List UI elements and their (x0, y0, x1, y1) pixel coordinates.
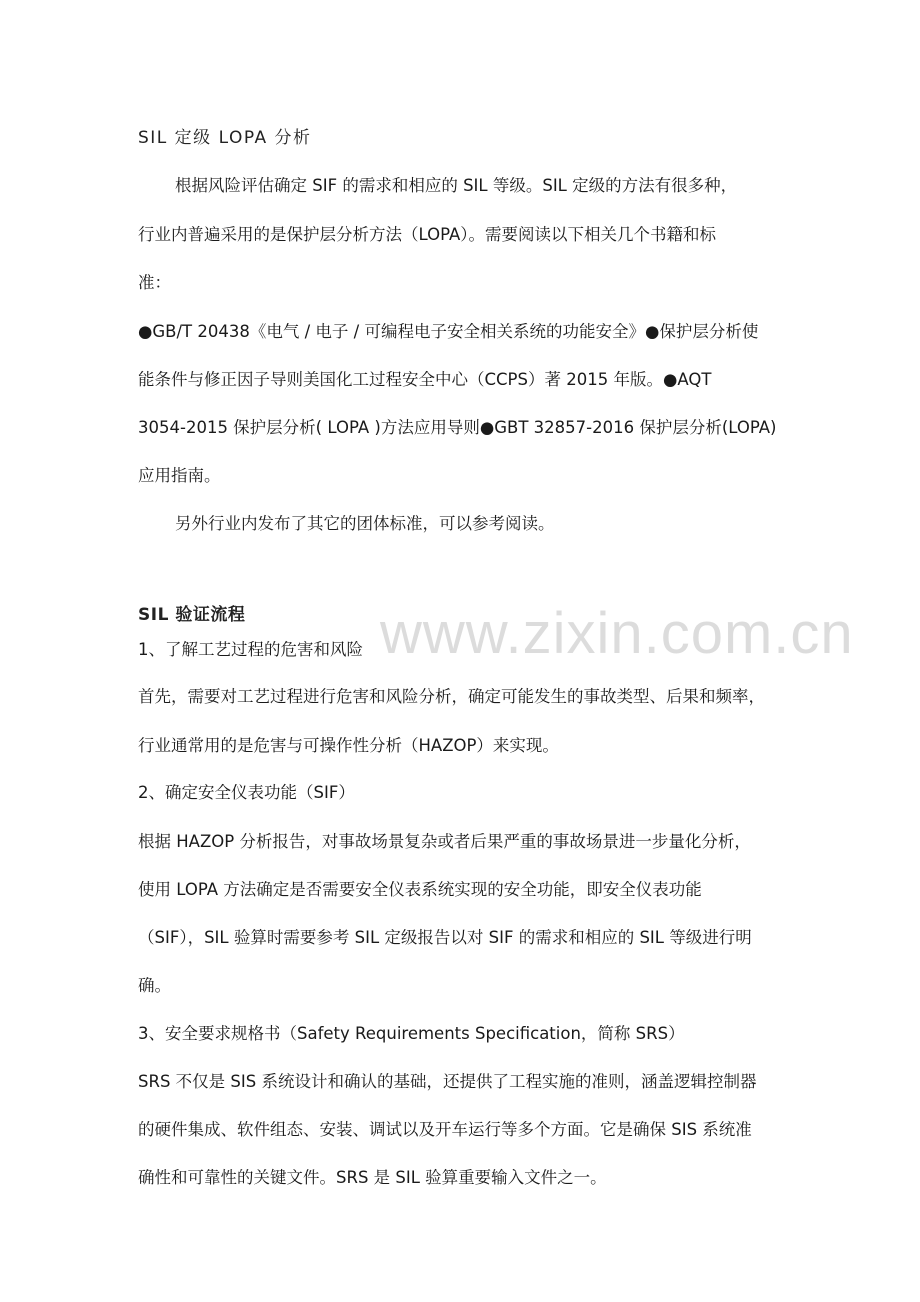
paragraph-line: 使用 LOPA 方法确定是否需要安全仪表系统实现的安全功能，即安全仪表功能 (138, 880, 702, 899)
paragraph-line: 确性和可靠性的关键文件。SRS 是 SIL 验算重要输入文件之一。 (138, 1168, 607, 1187)
watermark: www.zixin.com.cn (380, 601, 854, 666)
paragraph-line: 行业通常用的是危害与可操作性分析（HAZOP）来实现。 (138, 736, 559, 755)
paragraph-line: 确。 (138, 976, 171, 995)
paragraph-line: 能条件与修正因子导则美国化工过程安全中心（CCPS）著 2015 年版。●AQT (138, 370, 712, 389)
step-title: 3、安全要求规格书（Safety Requirements Specification，简称 SRS） (138, 1024, 685, 1043)
paragraph-line: 行业内普遍采用的是保护层分析方法（LOPA）。需要阅读以下相关几个书籍和标 (138, 225, 717, 244)
step-title: 1、了解工艺过程的危害和风险 (138, 640, 363, 659)
step-title: 2、确定安全仪表功能（SIF） (138, 783, 355, 802)
paragraph-line: 3054-2015 保护层分析( LOPA )方法应用导则●GBT 32857-2016 保护层分析(LOPA) (138, 418, 777, 437)
paragraph-line: 应用指南。 (138, 466, 221, 485)
paragraph-line: （SIF），SIL 验算时需要参考 SIL 定级报告以对 SIF 的需求和相应的 SIL 等级进行明 (138, 928, 752, 947)
paragraph-line: SRS 不仅是 SIS 系统设计和确认的基础，还提供了工程实施的准则，涵盖逻辑控制器 (138, 1072, 757, 1091)
paragraph-line: 另外行业内发布了其它的团体标准，可以参考阅读。 (175, 514, 555, 533)
paragraph-line: 准： (138, 273, 171, 292)
section-title-sil-lopa: SIL 定级 LOPA 分析 (138, 128, 312, 148)
paragraph-line: 根据 HAZOP 分析报告，对事故场景复杂或者后果严重的事故场景进一步量化分析， (138, 832, 751, 851)
section-title-sil-verification: SIL 验证流程 (138, 605, 246, 625)
paragraph-line: 的硬件集成、软件组态、安装、调试以及开车运行等多个方面。它是确保 SIS 系统准 (138, 1120, 752, 1139)
paragraph-line: 首先，需要对工艺过程进行危害和风险分析，确定可能发生的事故类型、后果和频率， (138, 687, 765, 706)
paragraph-line: 根据风险评估确定 SIF 的需求和相应的 SIL 等级。SIL 定级的方法有很多种， (175, 176, 738, 195)
paragraph-line: ●GB/T 20438《电气 / 电子 / 可编程电子安全相关系统的功能安全》●保护层分析使 (138, 322, 759, 341)
